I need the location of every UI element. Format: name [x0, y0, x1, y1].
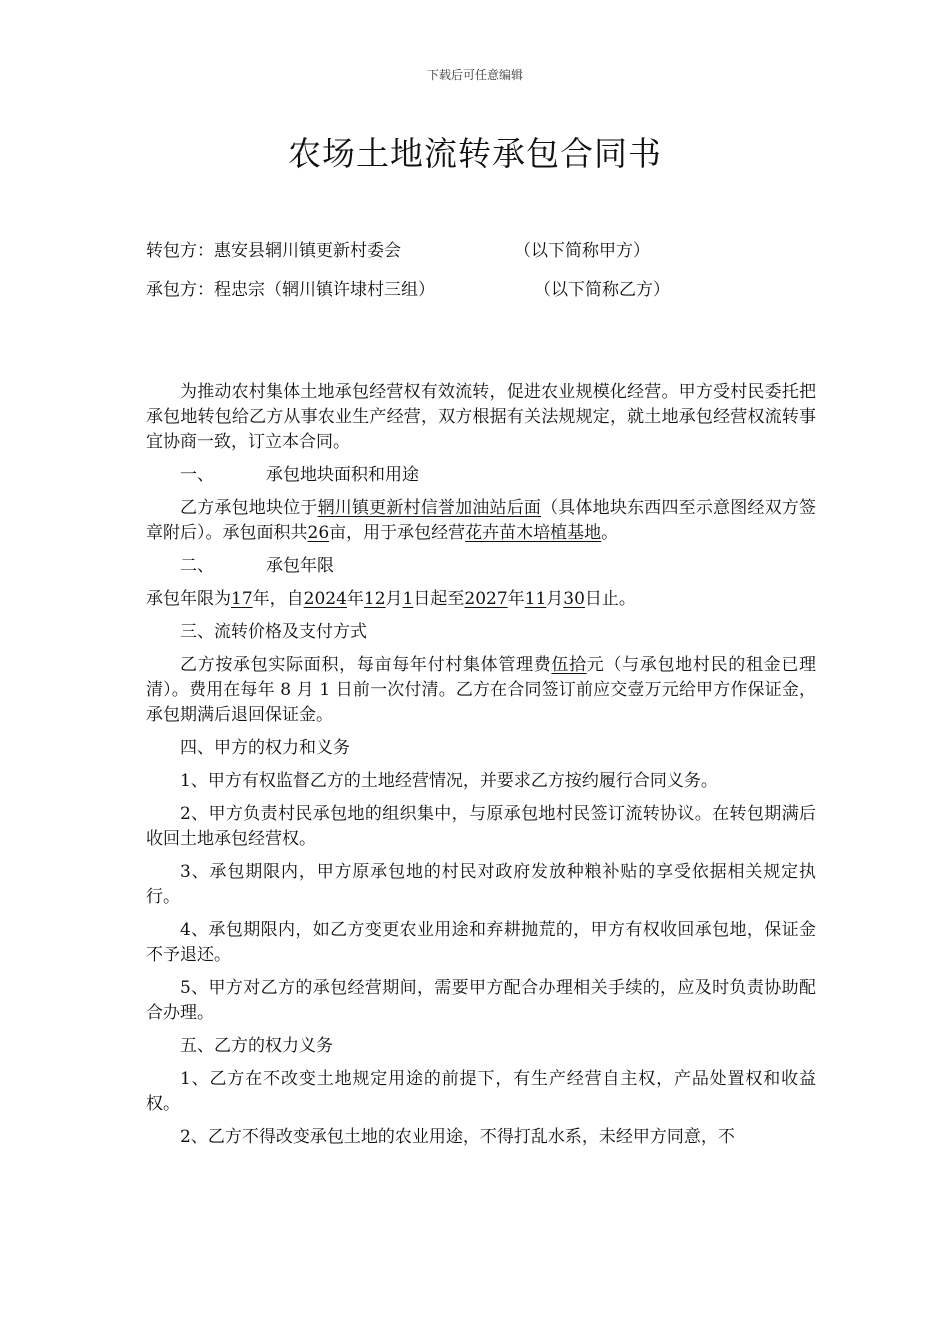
text-fragment: 。 [601, 523, 619, 543]
start-day: 1 [402, 589, 414, 609]
section-2-number: 二、 [180, 556, 214, 576]
intro-paragraph: 为推动农村集体土地承包经营权有效流转，促进农业规模化经营。甲方受村民委托把承包地转包给乙方从事农业生产经营，双方根据有关法规规定，就土地承包经营权流转事宜协商一致，订立本合同。 [146, 382, 816, 452]
header-note: 下载后可任意编辑 [426, 68, 523, 82]
text-fragment: 月 [385, 589, 403, 609]
section-4-item: 2、甲方负责村民承包地的组织集中，与原承包地村民签订流转协议。在转包期满后收回土地承包经营权。 [146, 804, 816, 849]
plot-use: 花卉苗木培植基地 [465, 523, 602, 543]
section-5-heading: 五、乙方的权力义务 [180, 1036, 333, 1056]
plot-location: 辋川镇更新村信誉加油站后面 [317, 498, 542, 518]
text-fragment: 亩，用于承包经营 [329, 523, 466, 543]
lease-years: 17 [231, 589, 253, 609]
party-a-line [146, 236, 650, 261]
start-month: 12 [363, 589, 386, 609]
section-1-paragraph [146, 496, 816, 546]
text-fragment: 年，自 [252, 589, 304, 609]
end-day: 30 [563, 589, 585, 609]
section-4-heading: 四、甲方的权力和义务 [180, 738, 350, 758]
section-5-item: 1、乙方在不改变土地规定用途的前提下，有生产经营自主权，产品处置权和收益权。 [146, 1069, 816, 1114]
text-fragment: 月 [546, 589, 564, 609]
text-fragment: 年 [507, 589, 525, 609]
section-3-heading: 三、流转价格及支付方式 [180, 622, 367, 642]
document-title: 农场土地流转承包合同书 [288, 134, 662, 173]
section-1-heading [146, 463, 816, 488]
section-4-item: 3、承包期限内，甲方原承包地的村民对政府发放种粮补贴的享受依据相关规定执行。 [146, 862, 816, 907]
management-fee: 伍拾 [551, 655, 587, 675]
party-a-label: 转包方：惠安县辋川镇更新村委会 [146, 241, 401, 261]
end-year: 2027 [464, 589, 508, 609]
section-3-paragraph [146, 653, 816, 728]
section-2-paragraph [146, 587, 816, 612]
party-b-alias: （以下简称乙方） [534, 280, 670, 300]
text-fragment: 日止。 [584, 589, 636, 609]
section-5-item: 2、乙方不得改变承包土地的农业用途，不得打乱水系，未经甲方同意，不 [180, 1127, 735, 1147]
plot-area: 26 [307, 523, 330, 543]
section-4-item: 5、甲方对乙方的承包经营期间，需要甲方配合办理相关手续的，应及时负责协助配合办理。 [146, 978, 816, 1023]
text-fragment: 乙方按承包实际面积，每亩每年付村集体管理费 [180, 655, 552, 675]
text-fragment: 乙方承包地块位于 [180, 498, 318, 518]
contract-body [146, 380, 816, 1158]
section-1-number: 一、 [180, 465, 214, 485]
text-fragment: （具体地块东西四至示意图经双方签章附后）。承包面积共 [146, 498, 817, 543]
party-a-alias: （以下简称甲方） [514, 241, 650, 261]
text-fragment: 承包年限为 [146, 589, 231, 609]
text-fragment: 年 [346, 589, 364, 609]
section-2-title: 承包年限 [266, 556, 334, 576]
section-1-title: 承包地块面积和用途 [266, 465, 419, 485]
party-b-line [146, 275, 670, 300]
section-4-item: 1、甲方有权监督乙方的土地经营情况，并要求乙方按约履行合同义务。 [180, 771, 718, 791]
text-fragment: 日起至 [413, 589, 465, 609]
section-4-item: 4、承包期限内，如乙方变更农业用途和弃耕抛荒的，甲方有权收回承包地，保证金不予退还。 [146, 920, 816, 965]
start-year: 2024 [303, 589, 347, 609]
end-month: 11 [524, 589, 547, 609]
section-2-heading [146, 554, 816, 579]
text-fragment: 元（与承包地村民的租金已理清）。费用在每年 8 月 1 日前一次付清。乙方在合同签订前应交壹万元给甲方作保证金，承包期满后退回保证金。 [146, 655, 817, 725]
party-b-label: 承包方：程忠宗（辋川镇许埭村三组） [146, 280, 435, 300]
